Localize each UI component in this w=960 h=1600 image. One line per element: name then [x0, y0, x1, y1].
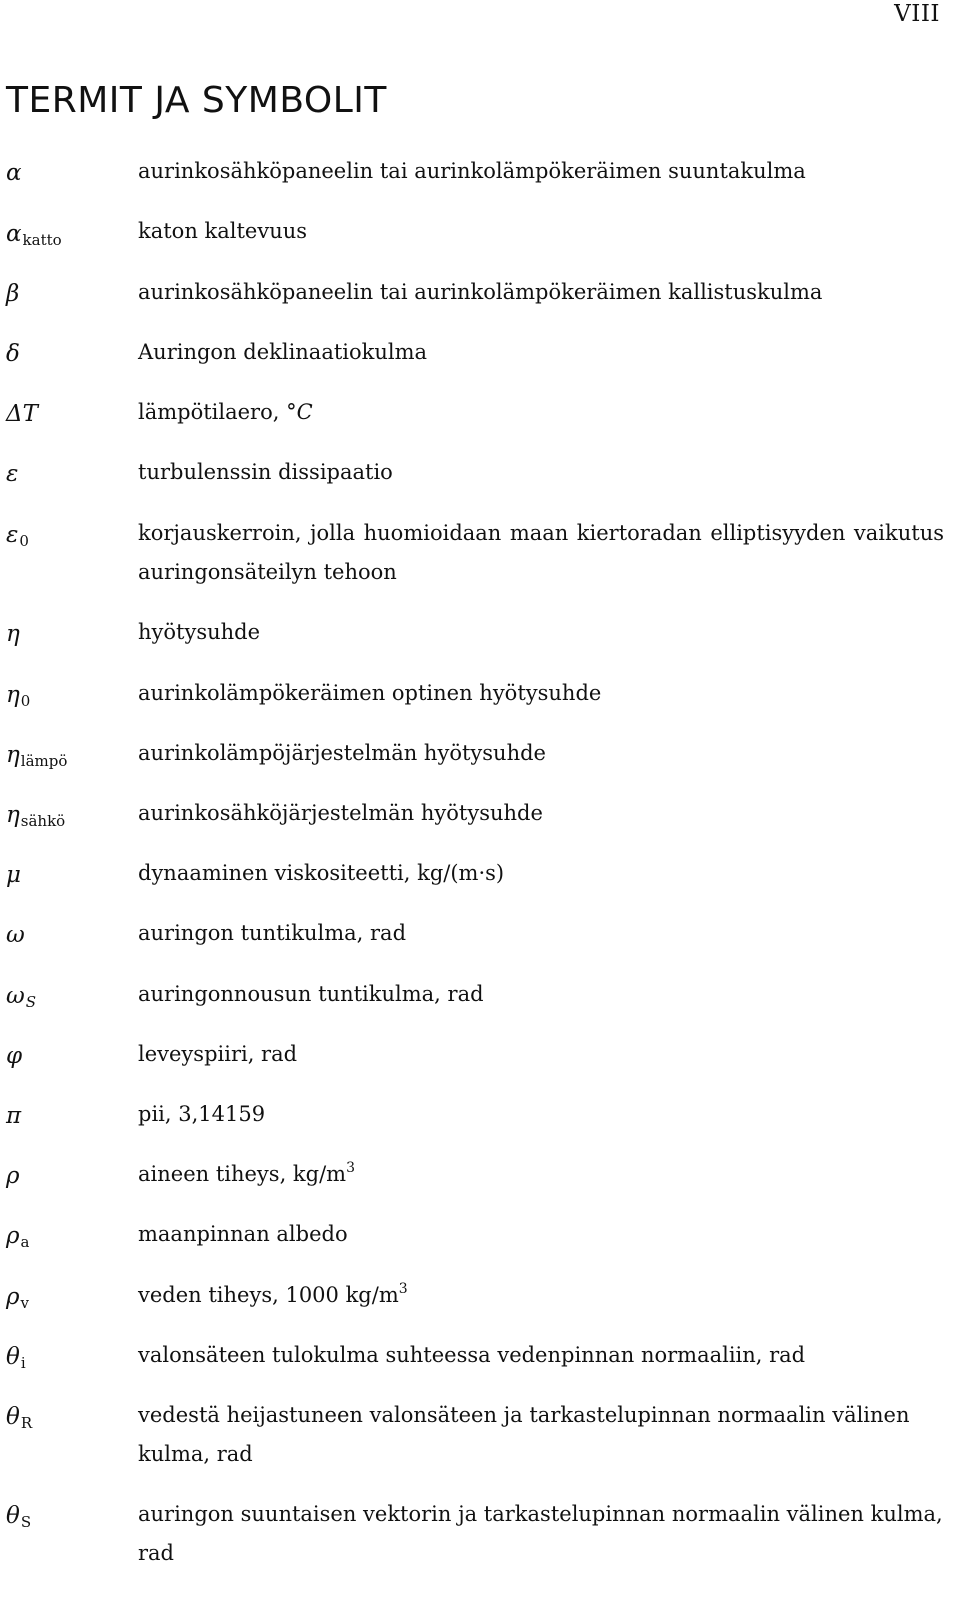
symbol-subscript: i — [20, 1354, 26, 1372]
term-description: auringon tuntikulma, rad — [138, 921, 407, 945]
term-symbol-eta-sahko — [6, 804, 65, 829]
term-symbol-epsilon — [6, 463, 18, 486]
symbol-main: ε — [6, 522, 19, 548]
symbol-main: ρ — [6, 1163, 20, 1189]
symbol-main: θ — [6, 1503, 20, 1529]
term-symbol-pi — [6, 1105, 21, 1128]
term-symbol-mu — [6, 864, 21, 887]
term-description: aurinkosähköpaneelin tai aurinkolämpökeräimen kallistuskulma — [138, 280, 823, 304]
symbol-main: ΔT — [6, 401, 38, 427]
symbol-main: θ — [6, 1404, 20, 1430]
term-description: valonsäteen tulokulma suhteessa vedenpinnan normaaliin, rad — [138, 1343, 806, 1367]
symbol-subscript: S — [20, 1513, 32, 1531]
term-symbol-rho-v — [6, 1286, 29, 1311]
description-text: aineen tiheys, kg/m — [138, 1162, 347, 1186]
symbol-main: μ — [6, 862, 21, 888]
symbol-subscript: v — [20, 1294, 30, 1312]
term-symbol-rho-a — [6, 1225, 29, 1250]
term-description: katon kaltevuus — [138, 219, 308, 243]
term-symbol-theta-s — [6, 1505, 31, 1530]
term-description: korjauskerroin, jolla huomioidaan maan kiertoradan elliptisyyden vaikutus auringonsäteilyn tehoon — [138, 521, 944, 584]
term-description: auringon suuntaisen vektorin ja tarkastelupinnan normaalin välinen kulma, rad — [138, 1502, 943, 1565]
term-description: maanpinnan albedo — [138, 1222, 348, 1246]
symbol-main: ε — [6, 461, 19, 487]
page-number: VIII — [894, 1, 940, 27]
symbol-main: ρ — [6, 1284, 20, 1310]
term-description: Auringon deklinaatiokulma — [138, 340, 428, 364]
term-description: pii, 3,14159 — [138, 1102, 266, 1126]
symbol-main: η — [6, 742, 20, 768]
symbol-main: η — [6, 682, 20, 708]
term-symbol-beta — [6, 283, 19, 306]
term-description: leveyspiiri, rad — [138, 1042, 298, 1066]
term-symbol-delta-t — [6, 403, 38, 426]
term-description — [138, 393, 944, 432]
term-description: aurinkolämpökeräimen optinen hyötysuhde — [138, 681, 602, 705]
symbol-subscript: sähkö — [20, 812, 66, 830]
term-symbol-epsilon-0 — [6, 524, 29, 549]
symbol-main: ω — [6, 922, 25, 948]
term-symbol-eta-lampo — [6, 744, 67, 769]
term-description: aurinkosähköpaneelin tai aurinkolämpökeräimen suuntakulma — [138, 159, 806, 183]
term-description: vedestä heijastuneen valonsäteen ja tarkastelupinnan normaalin välinen kulma, rad — [138, 1403, 910, 1466]
symbol-main: α — [6, 160, 22, 186]
symbol-subscript: 0 — [19, 532, 29, 550]
symbol-main: η — [6, 802, 20, 828]
term-description: turbulenssin dissipaatio — [138, 460, 393, 484]
term-description — [138, 1276, 944, 1315]
term-symbol-eta-0 — [6, 684, 30, 709]
symbol-main: η — [6, 621, 20, 647]
term-symbol-alpha — [6, 162, 22, 185]
term-symbol-theta-r — [6, 1406, 32, 1431]
term-symbol-alpha-katto — [6, 223, 62, 248]
term-symbol-delta — [6, 343, 20, 366]
symbol-main: π — [6, 1103, 22, 1129]
unit-celsius: °C — [286, 400, 313, 424]
term-symbol-phi — [6, 1045, 22, 1068]
term-description: dynaaminen viskositeetti, kg/(m·s) — [138, 861, 505, 885]
page-title: TERMIT JA SYMBOLIT — [6, 80, 387, 121]
superscript: 3 — [346, 1160, 355, 1176]
term-description: auringonnousun tuntikulma, rad — [138, 982, 484, 1006]
symbol-main: φ — [6, 1043, 23, 1069]
symbol-main: ω — [6, 983, 25, 1009]
term-description: hyötysuhde — [138, 620, 261, 644]
symbol-subscript: S — [25, 993, 37, 1011]
symbol-main: δ — [6, 341, 20, 367]
symbol-subscript: a — [20, 1233, 30, 1251]
symbol-subscript: 0 — [20, 692, 31, 710]
description-text: lämpötilaero, — [138, 400, 287, 424]
term-description — [138, 1155, 944, 1194]
symbol-subscript: lämpö — [20, 752, 68, 770]
term-symbol-omega-s — [6, 985, 36, 1010]
description-text: veden tiheys, 1000 kg/m — [138, 1283, 399, 1307]
symbol-subscript: katto — [22, 231, 62, 249]
term-symbol-rho — [6, 1165, 20, 1188]
symbol-main: α — [6, 221, 22, 247]
term-description: aurinkosähköjärjestelmän hyötysuhde — [138, 801, 543, 825]
symbol-main: ρ — [6, 1223, 20, 1249]
term-description: aurinkolämpöjärjestelmän hyötysuhde — [138, 741, 546, 765]
term-symbol-eta — [6, 623, 20, 646]
term-symbol-theta-i — [6, 1346, 26, 1371]
symbol-main: β — [6, 281, 20, 307]
superscript: 3 — [398, 1281, 408, 1297]
symbol-main: θ — [6, 1344, 20, 1370]
term-symbol-omega — [6, 924, 25, 947]
symbol-subscript: R — [20, 1414, 33, 1432]
